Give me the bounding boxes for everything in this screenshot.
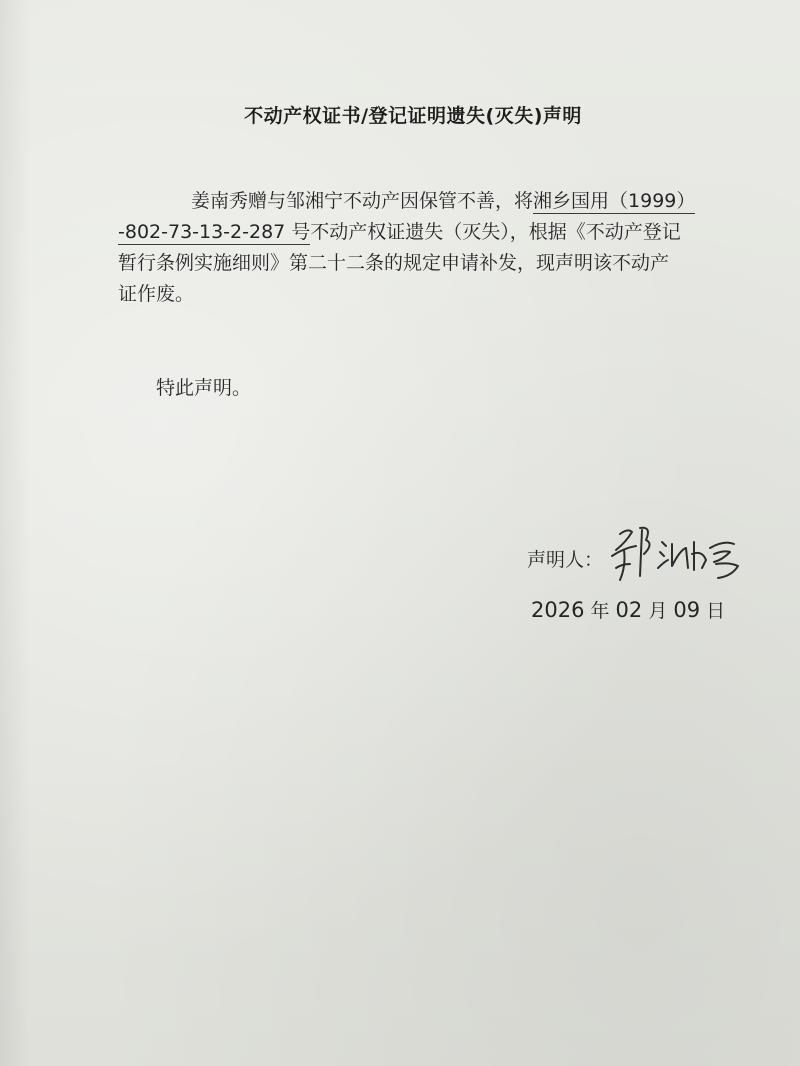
- date-month: 02: [615, 598, 643, 622]
- certificate-number-part-2: -802-73-13-2-287 号: [118, 221, 311, 243]
- body-line-1: [118, 186, 733, 217]
- body-line-2: [118, 217, 733, 248]
- body-line-2-text: 不动产权证遗失（灭失），根据《不动产登记: [310, 221, 681, 243]
- declarant-label: 声明人：: [527, 549, 604, 571]
- handwritten-signature: [606, 520, 746, 590]
- document-title: 不动产权证书/登记证明遗失(灭失)声明: [244, 105, 582, 127]
- paper-edge-shadow: [0, 0, 30, 1066]
- certificate-number-part-1: 湘乡国用（1999）: [533, 190, 696, 212]
- body-line-4: 证作废。: [118, 283, 195, 305]
- body-line-1-text: 姜南秀赠与邹湘宁不动产因保管不善，将: [191, 190, 534, 212]
- statement-body: [118, 186, 733, 310]
- date-year-unit: 年: [584, 600, 616, 622]
- closing-statement: 特此声明。: [156, 377, 252, 399]
- date-year: 2026: [531, 598, 585, 622]
- date-day: 09: [673, 598, 701, 622]
- date-month-unit: 月: [642, 600, 674, 622]
- date-day-unit: 日: [700, 600, 726, 622]
- body-line-3: 暂行条例实施细则》第二十二条的规定申请补发，现声明该不动产: [118, 252, 670, 274]
- statement-date: [531, 596, 725, 623]
